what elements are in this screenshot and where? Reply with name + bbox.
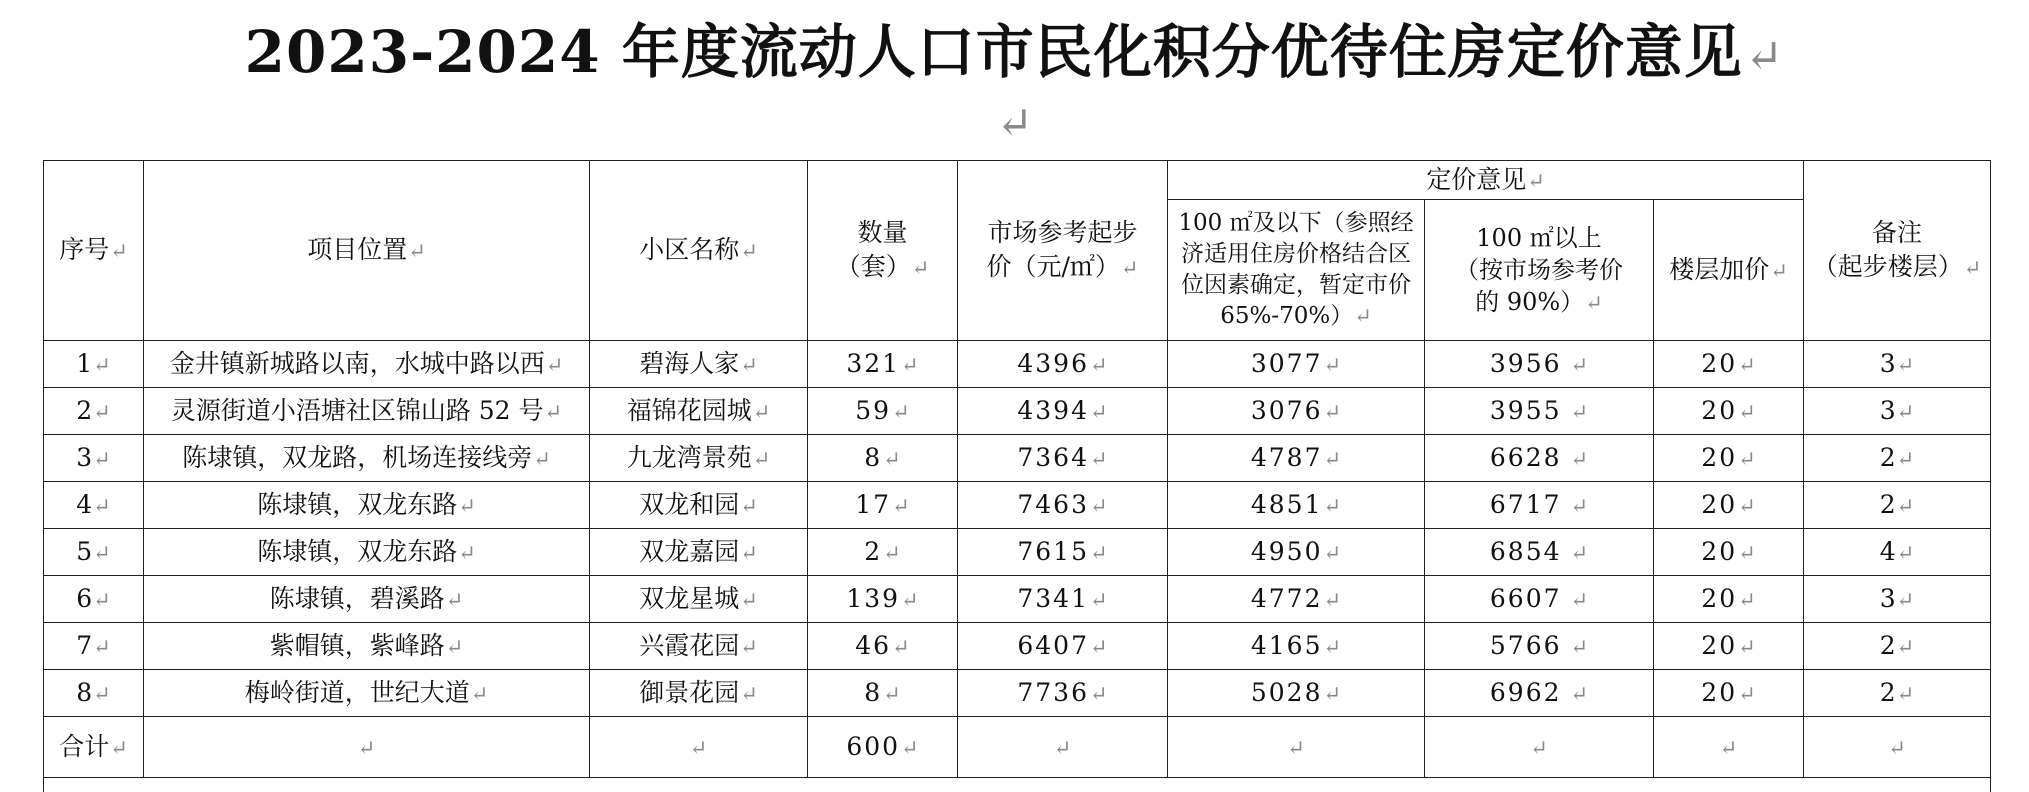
cell-community: 御景花园↵ <box>590 670 808 717</box>
cell-floor-markup: 20↵ <box>1654 529 1804 576</box>
cell-community: 碧海人家↵ <box>590 341 808 388</box>
cell-price-large: 6607 ↵ <box>1425 576 1654 623</box>
header-pricing-opinion: 定价意见↵ <box>1168 161 1804 200</box>
cell-quantity: 8↵ <box>808 670 958 717</box>
cell-market-price: 4394↵ <box>958 388 1168 435</box>
cell-price-small: 3077↵ <box>1168 341 1425 388</box>
table-total-row <box>44 717 1991 778</box>
cell-index: 4↵ <box>44 482 144 529</box>
cell-index: 2↵ <box>44 388 144 435</box>
cell-price-large: 6628 ↵ <box>1425 435 1654 482</box>
cell-floor-markup: 20↵ <box>1654 670 1804 717</box>
cell-start-floor: 2↵ <box>1804 482 1991 529</box>
cell-start-floor: 2↵ <box>1804 670 1991 717</box>
cell-start-floor: 3↵ <box>1804 576 1991 623</box>
cell-community: 双龙嘉园↵ <box>590 529 808 576</box>
cell-community: 九龙湾景苑↵ <box>590 435 808 482</box>
cell-start-floor: 3↵ <box>1804 388 1991 435</box>
cell-price-small: 4787↵ <box>1168 435 1425 482</box>
total-label: 合计↵ <box>44 717 144 778</box>
cell-floor-markup: 20↵ <box>1654 388 1804 435</box>
table-row <box>44 623 1991 670</box>
cell-market-price: 7615↵ <box>958 529 1168 576</box>
cell-index: 6↵ <box>44 576 144 623</box>
table-continuation-cell <box>44 778 1991 792</box>
cell-start-floor: 2↵ <box>1804 623 1991 670</box>
total-quantity: 600↵ <box>808 717 958 778</box>
total-empty-cell: ↵ <box>1425 717 1654 778</box>
cell-market-price: 7463↵ <box>958 482 1168 529</box>
header-location: 项目位置↵ <box>144 161 590 341</box>
cell-index: 1↵ <box>44 341 144 388</box>
total-empty-cell: ↵ <box>958 717 1168 778</box>
cell-price-small: 5028↵ <box>1168 670 1425 717</box>
cell-market-price: 4396↵ <box>958 341 1168 388</box>
cell-index: 8↵ <box>44 670 144 717</box>
cell-community: 双龙星城↵ <box>590 576 808 623</box>
paragraph-mark-icon: ↵ <box>1745 29 1785 83</box>
header-price-small: 100 ㎡及以下（参照经济适用住房价格结合区位因素确定，暂定市价 65%-70%）↵ <box>1168 200 1425 341</box>
header-market-price: 市场参考起步 价（元/㎡）↵ <box>958 161 1168 341</box>
table-row <box>44 576 1991 623</box>
total-empty-cell: ↵ <box>590 717 808 778</box>
cell-location: 陈埭镇，双龙东路↵ <box>144 529 590 576</box>
cell-floor-markup: 20↵ <box>1654 482 1804 529</box>
cell-price-large: 3955 ↵ <box>1425 388 1654 435</box>
table-continuation-row <box>44 778 1991 792</box>
cell-floor-markup: 20↵ <box>1654 623 1804 670</box>
cell-community: 兴霞花园↵ <box>590 623 808 670</box>
cell-index: 7↵ <box>44 623 144 670</box>
cell-market-price: 7341↵ <box>958 576 1168 623</box>
cell-quantity: 2↵ <box>808 529 958 576</box>
cell-floor-markup: 20↵ <box>1654 576 1804 623</box>
cell-index: 3↵ <box>44 435 144 482</box>
cell-price-small: 4165↵ <box>1168 623 1425 670</box>
cell-market-price: 7364↵ <box>958 435 1168 482</box>
total-empty-cell: ↵ <box>1654 717 1804 778</box>
cell-price-small: 4772↵ <box>1168 576 1425 623</box>
header-community: 小区名称↵ <box>590 161 808 341</box>
cell-start-floor: 4↵ <box>1804 529 1991 576</box>
table-row <box>44 388 1991 435</box>
document-title: 2023-2024 年度流动人口市民化积分优待住房定价意见↵ <box>0 14 2029 94</box>
cell-location: 陈埭镇，碧溪路↵ <box>144 576 590 623</box>
cell-location: 陈埭镇，双龙东路↵ <box>144 482 590 529</box>
cell-floor-markup: 20↵ <box>1654 435 1804 482</box>
cell-quantity: 59↵ <box>808 388 958 435</box>
header-price-large: 100 ㎡以上 （按市场参考价 的 90%）↵ <box>1425 200 1654 341</box>
cell-quantity: 139↵ <box>808 576 958 623</box>
cell-index: 5↵ <box>44 529 144 576</box>
table-row <box>44 482 1991 529</box>
cell-floor-markup: 20↵ <box>1654 341 1804 388</box>
header-remark: 备注 （起步楼层）↵ <box>1804 161 1991 341</box>
cell-start-floor: 2↵ <box>1804 435 1991 482</box>
cell-community: 双龙和园↵ <box>590 482 808 529</box>
table-row <box>44 529 1991 576</box>
cell-price-large: 3956 ↵ <box>1425 341 1654 388</box>
cell-market-price: 6407↵ <box>958 623 1168 670</box>
total-empty-cell: ↵ <box>1804 717 1991 778</box>
cell-location: 紫帽镇，紫峰路↵ <box>144 623 590 670</box>
header-quantity: 数量 （套）↵ <box>808 161 958 341</box>
cell-price-large: 6962 ↵ <box>1425 670 1654 717</box>
cell-location: 金井镇新城路以南，水城中路以西↵ <box>144 341 590 388</box>
total-empty-cell: ↵ <box>1168 717 1425 778</box>
cell-quantity: 46↵ <box>808 623 958 670</box>
table-row <box>44 670 1991 717</box>
cell-price-large: 5766 ↵ <box>1425 623 1654 670</box>
paragraph-mark-icon: ↵ <box>0 96 2029 152</box>
table-header-row <box>44 161 1991 200</box>
table-row <box>44 435 1991 482</box>
cell-location: 梅岭街道，世纪大道↵ <box>144 670 590 717</box>
header-floor-markup: 楼层加价↵ <box>1654 200 1804 341</box>
table-row <box>44 341 1991 388</box>
pricing-table <box>43 160 1991 792</box>
cell-price-large: 6717 ↵ <box>1425 482 1654 529</box>
cell-price-small: 4950↵ <box>1168 529 1425 576</box>
cell-location: 陈埭镇，双龙路，机场连接线旁↵ <box>144 435 590 482</box>
cell-quantity: 321↵ <box>808 341 958 388</box>
cell-price-large: 6854 ↵ <box>1425 529 1654 576</box>
cell-price-small: 4851↵ <box>1168 482 1425 529</box>
cell-location: 灵源街道小浯塘社区锦山路 52 号↵ <box>144 388 590 435</box>
total-empty-cell: ↵ <box>144 717 590 778</box>
header-index: 序号↵ <box>44 161 144 341</box>
cell-price-small: 3076↵ <box>1168 388 1425 435</box>
cell-community: 福锦花园城↵ <box>590 388 808 435</box>
cell-quantity: 17↵ <box>808 482 958 529</box>
cell-market-price: 7736↵ <box>958 670 1168 717</box>
cell-start-floor: 3↵ <box>1804 341 1991 388</box>
cell-quantity: 8↵ <box>808 435 958 482</box>
